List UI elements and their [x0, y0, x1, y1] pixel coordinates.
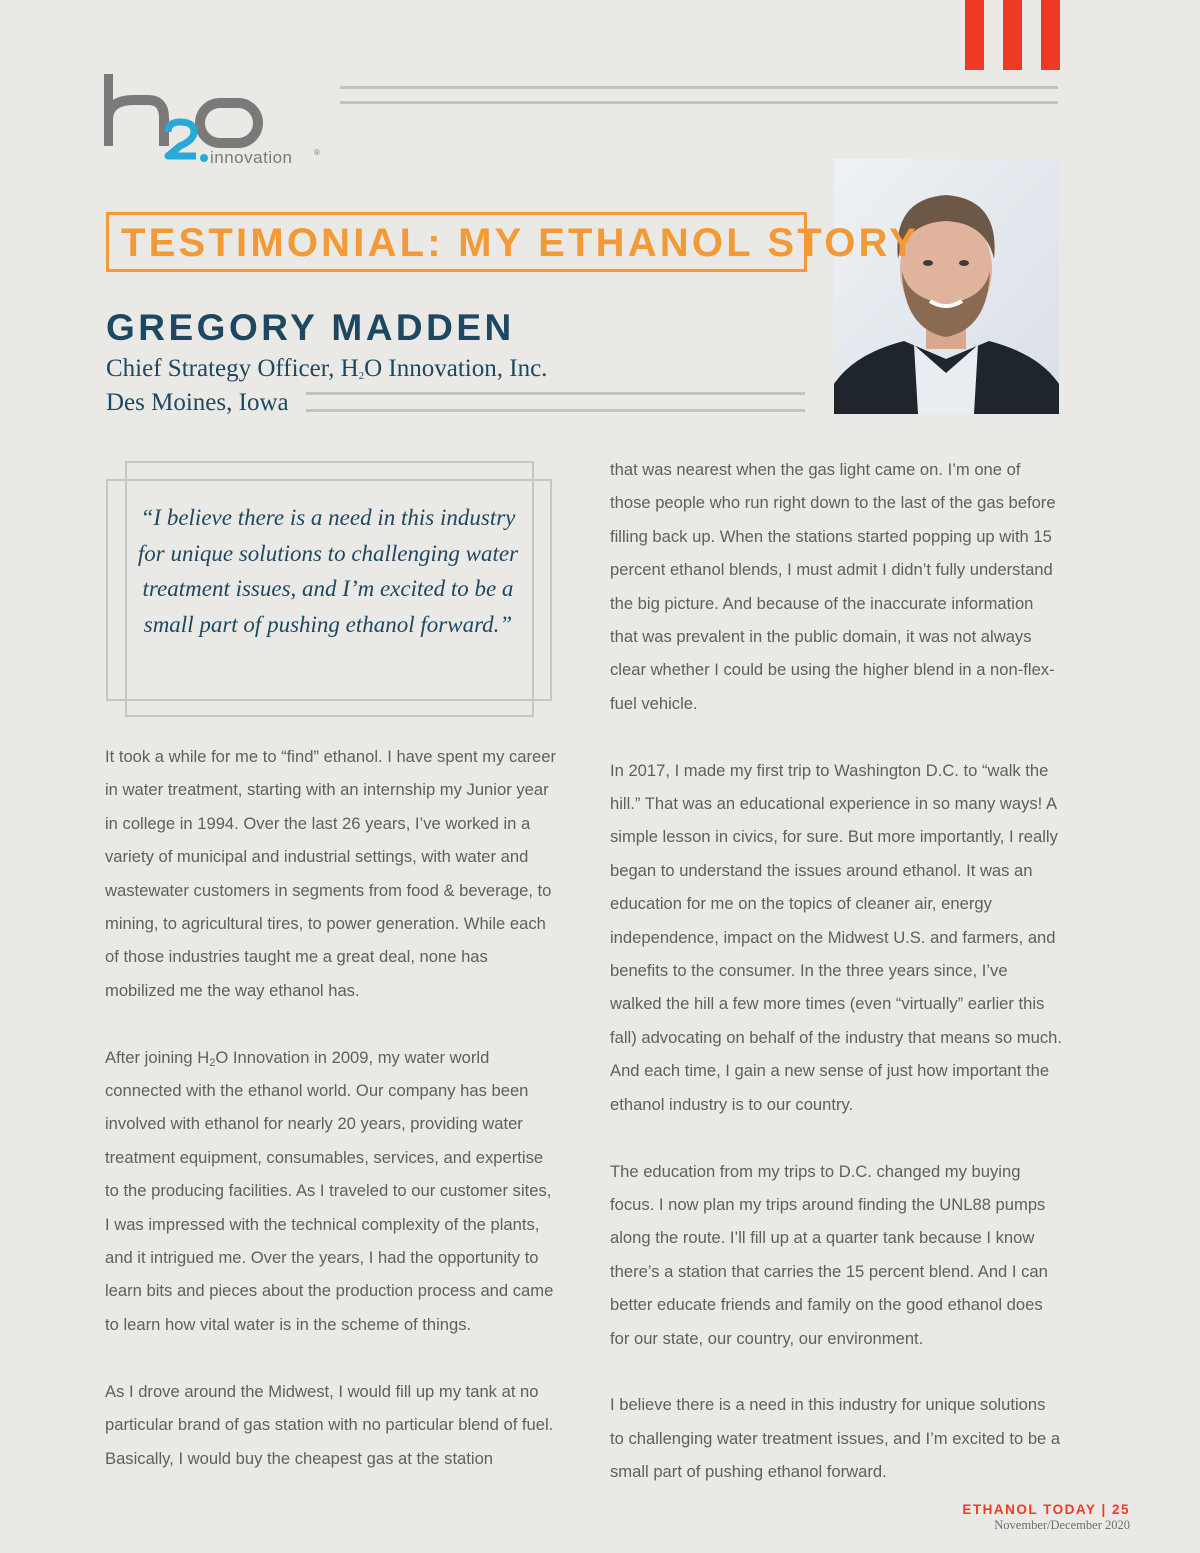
paragraph-5: In 2017, I made my first trip to Washington D.C. to “walk the hill.” That was an educational experience in so many ways! A simple lesson in civics, for sure. But more importantly, I really began to understand the issues around ethanol. It was an education for me on the topics of cleaner air, energy independence, impact on the Midwest U.S. and farmers, and benefits to the consumer. In the three years since, I’ve walked the hill a few more times (even “virtually” earlier this fall) advocating on behalf of the industry that means so much. And each time, I gain a new sense of just how important the ethanol industry is to our country.: [610, 760, 1062, 1114]
decorative-bar-2: [1003, 0, 1022, 70]
top-rule-2: [340, 101, 1058, 104]
author-photo: [834, 159, 1059, 414]
article-title-box: [106, 212, 920, 272]
logo-subtext: innovation: [210, 148, 293, 167]
paragraph-1: It took a while for me to “find” ethanol. I have spent my career in water treatment, starting with an internship my Junior year in college in 1994. Over the last 26 years, I’ve worked in a variety of municipal and industrial settings, with water and wastewater customers in segments from food & beverage, to mining, to agricultural tires, to power generation. While each of those industries taught me a great deal, none has mobilized me the way ethanol has.: [105, 747, 557, 1000]
author-rule-2: [306, 409, 805, 412]
top-rule-1: [340, 86, 1058, 89]
paragraph-2: After joining $H_2O$ Innovation in 2009, my water world connected with the ethanol world. Our company has been involved with ethanol for nearly 20 years, providing water treatment equipment, consumables, services, and expertise to the producing facilities. As I traveled to our customer sites, I was impressed with the technical complexity of the plants, and it intrigued me. Over the years, I had the opportunity to learn bits and pieces about the production process and came to learn how vital water is in the scheme of things.: [105, 1047, 554, 1334]
registered-mark: ®: [314, 148, 320, 157]
author-role: Chief Strategy Officer, $H_2O$ Innovation, Inc.: [106, 355, 548, 382]
author-rule-1: [306, 392, 805, 395]
author-name: GREGORY MADDEN: [106, 307, 515, 348]
paragraph-3: As I drove around the Midwest, I would fill up my tank at no particular brand of gas station with no particular blend of fuel. Basically, I would buy the cheapest gas at the station: [105, 1381, 554, 1468]
paragraph-7: I believe there is a need in this industry for unique solutions to challenging water treatment issues, and I’m excited to be a small part of pushing ethanol forward.: [610, 1395, 1061, 1482]
article-title: TESTIMONIAL: MY ETHANOL STORY: [121, 221, 920, 265]
footer-issue-date: November/December 2020: [994, 1518, 1130, 1532]
paragraph-4: that was nearest when the gas light came on. I’m one of those people who run right down to the last of the gas before filling back up. When the stations started popping up with 15 percent ethanol blends, I must admit I didn’t fully understand the big picture. And because of the inaccurate information that was prevalent in the public domain, it was not always clear whether I could be using the higher blend in a non-flex-fuel vehicle.: [610, 460, 1056, 713]
h2o-innovation-logo: [104, 70, 334, 174]
decorative-bar-3: [1041, 0, 1060, 70]
footer-magazine-page: ETHANOL TODAY | 25: [962, 1502, 1130, 1517]
paragraph-6: The education from my trips to D.C. changed my buying focus. I now plan my trips around finding the UNL88 pumps along the route. I’ll fill up at a quarter tank because I know there’s a station that carries the 15 percent blend. And I can better educate friends and family on the good ethanol does for our state, our country, our environment.: [610, 1161, 1048, 1348]
author-location: Des Moines, Iowa: [106, 389, 289, 416]
left-column: [105, 740, 557, 1508]
pull-quote: “I believe there is a need in this industry for unique solutions to challenging water treatment issues, and I’m excited to be a small part of pushing ethanol forward.”: [137, 505, 519, 637]
decorative-bar-1: [965, 0, 984, 70]
right-column: [610, 453, 1062, 1522]
